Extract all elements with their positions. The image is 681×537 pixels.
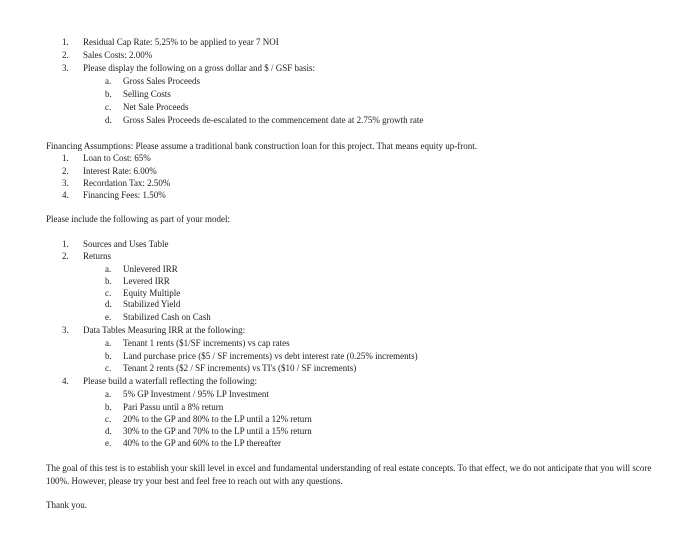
returns-unlevered-irr: Unlevered IRR	[123, 264, 178, 274]
list-number: 1.	[62, 153, 69, 163]
sub-item-net-sale-proceeds: Net Sale Proceeds	[123, 102, 189, 112]
sub-list-letter: d.	[105, 426, 112, 436]
list-number: 3.	[62, 325, 69, 335]
list-item-residual-cap-rate: Residual Cap Rate: 5.25% to be applied to year 7 NOI	[83, 37, 279, 47]
returns-stabilized-cash-on-cash: Stabilized Cash on Cash	[123, 312, 211, 322]
list-number: 2.	[62, 166, 69, 176]
sub-list-letter: c.	[105, 102, 112, 112]
list-number: 4.	[62, 376, 69, 386]
sub-list-letter: b.	[105, 402, 112, 412]
data-table-tenant-1: Tenant 1 rents ($1/SF increments) vs cap rates	[123, 338, 290, 348]
sub-list-letter: d.	[105, 115, 112, 125]
returns-equity-multiple: Equity Multiple	[123, 288, 181, 298]
list-number: 1.	[62, 239, 69, 249]
signoff: Thank you.	[46, 500, 87, 510]
sub-list-letter: e.	[105, 312, 112, 322]
waterfall-tier-12: 20% to the GP and 80% to the LP until a 12% return	[123, 414, 312, 424]
list-number: 3.	[62, 178, 69, 188]
sub-item-de-escalated-proceeds: Gross Sales Proceeds de-escalated to the commencement date at 2.75% growth rate	[123, 115, 424, 125]
sub-item-selling-costs: Selling Costs	[123, 89, 171, 99]
sub-list-letter: d.	[105, 299, 112, 309]
sub-list-letter: c.	[105, 288, 112, 298]
sub-item-gross-sales-proceeds: Gross Sales Proceeds	[123, 76, 200, 86]
returns-levered-irr: Levered IRR	[123, 276, 170, 286]
sub-list-letter: b.	[105, 276, 112, 286]
waterfall-tier-15: 30% to the GP and 70% to the LP until a 15% return	[123, 426, 312, 436]
financing-heading: Financing Assumptions: Please assume a traditional bank construction loan for this project. That means equity up-front.	[46, 141, 478, 151]
model-data-tables: Data Tables Measuring IRR at the following:	[83, 325, 246, 335]
returns-stabilized-yield: Stabilized Yield	[123, 299, 181, 309]
financing-recordation-tax: Recordation Tax: 2.50%	[83, 178, 171, 188]
financing-fees: Financing Fees: 1.50%	[83, 190, 166, 200]
list-number: 4.	[62, 190, 69, 200]
financing-interest-rate: Interest Rate: 6.00%	[83, 166, 157, 176]
list-number: 2.	[62, 251, 69, 261]
list-number: 1.	[62, 37, 69, 47]
sub-list-letter: a.	[105, 338, 112, 348]
waterfall-pari-passu: Pari Passu until a 8% return	[123, 402, 224, 412]
waterfall-thereafter: 40% to the GP and 60% to the LP thereafter	[123, 438, 282, 448]
model-returns: Returns	[83, 251, 111, 261]
data-table-land-price: Land purchase price ($5 / SF increments) vs debt interest rate (0.25% increments)	[123, 351, 418, 361]
list-item-sales-costs: Sales Costs: 2.00%	[83, 50, 153, 60]
list-number: 2.	[62, 50, 69, 60]
waterfall-investment-split: 5% GP Investment / 95% LP Investment	[123, 389, 269, 399]
sub-list-letter: b.	[105, 351, 112, 361]
sub-list-letter: c.	[105, 363, 112, 373]
closing-paragraph: The goal of this test is to establish your skill level in excel and fundamental understanding of real estate concepts. To that effect, we do not anticipate that you will score 100%. However, please try your best and feel free to reach out with any questions.	[46, 463, 652, 486]
sub-list-letter: e.	[105, 438, 112, 448]
list-number: 3.	[62, 63, 69, 73]
data-table-tenant-2: Tenant 2 rents ($2 / SF increments) vs TI's ($10 / SF increments)	[123, 363, 357, 373]
sub-list-letter: a.	[105, 76, 112, 86]
sub-list-letter: c.	[105, 414, 112, 424]
sub-list-letter: a.	[105, 389, 112, 399]
list-item-display-basis: Please display the following on a gross dollar and $ / GSF basis:	[83, 63, 315, 73]
model-heading: Please include the following as part of your model:	[46, 214, 230, 224]
sub-list-letter: b.	[105, 89, 112, 99]
model-waterfall: Please build a waterfall reflecting the following:	[83, 376, 257, 386]
financing-loan-to-cost: Loan to Cost: 65%	[83, 153, 151, 163]
model-sources-and-uses: Sources and Uses Table	[83, 239, 169, 249]
sub-list-letter: a.	[105, 264, 112, 274]
